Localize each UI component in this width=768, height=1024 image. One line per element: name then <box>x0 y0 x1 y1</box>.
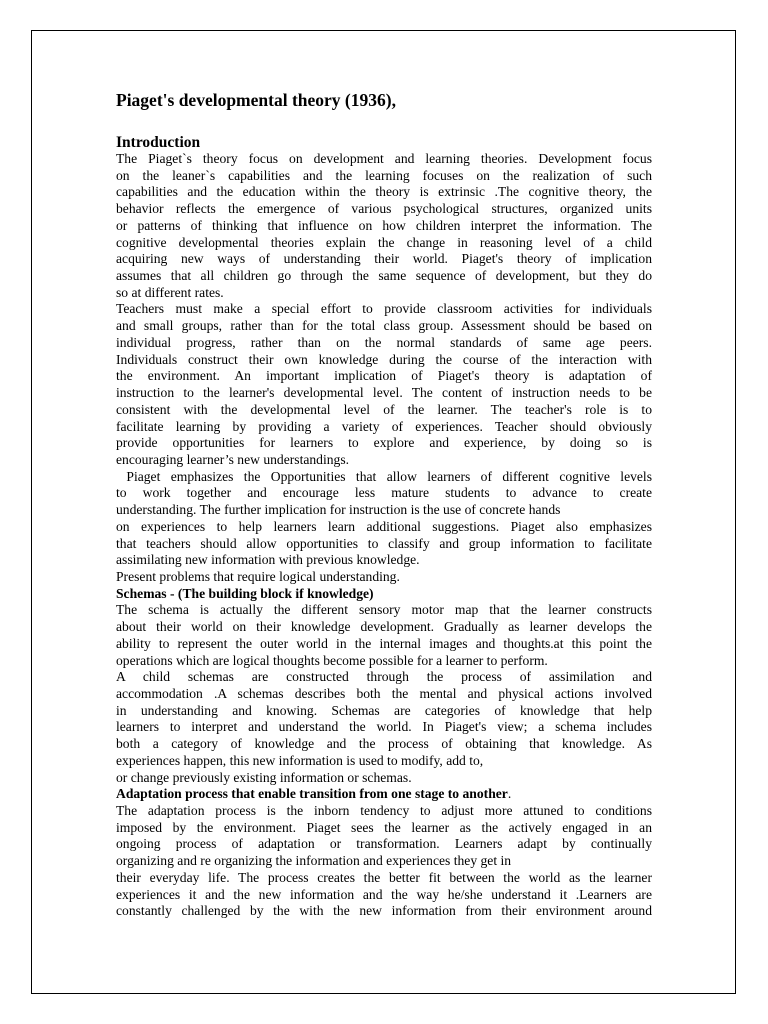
change-paragraph <box>116 770 652 787</box>
adaptation-paragraph <box>116 803 652 870</box>
child-schema-paragraph <box>116 669 652 769</box>
experience-paragraph <box>116 519 652 569</box>
document-body <box>116 90 652 920</box>
text-line: encouraging learner’s new understandings. <box>116 451 350 467</box>
text-line: behavior reflects the emergence of various psychological structures, organized units <box>116 201 652 217</box>
text-line: both a category of knowledge and the process of obtaining that knowledge. As <box>116 736 652 752</box>
text-line: operations which are logical thoughts become possible for a learner to perform. <box>116 652 548 668</box>
teachers-paragraph <box>116 301 652 468</box>
schema-paragraph <box>116 602 652 669</box>
text-line: organizing and re organizing the information and experiences they get in <box>116 853 512 869</box>
text-line: the environment. An important implication of Piaget's theory is adaptation of <box>116 368 652 384</box>
text-line: cognitive developmental theories explain the change in reasoning level of a child <box>116 234 652 250</box>
text-line: provide opportunities for learners to explore and experience, by doing so is <box>116 435 652 451</box>
introduction-heading: Introduction <box>116 134 201 151</box>
text-line: ongoing process of adaptation or transformation. Learners adapt by continually <box>116 836 652 852</box>
text-line: imposed by the environment. Piaget sees the learner as the actively engaged in an <box>116 819 652 835</box>
text-line: The Piaget`s theory focus on development and learning theories. Development focus <box>116 151 652 166</box>
text-line: accommodation .A schemas describes both the mental and physical actions involved <box>116 686 652 701</box>
text-line: assimilating new information with previous knowledge. <box>116 552 420 568</box>
text-line: to work together and encourage less mature students to advance to create <box>116 485 652 501</box>
text-line: their everyday life. The process creates the better fit between the world as the learner <box>116 869 652 885</box>
text-line: ability to represent the outer world in the internal images and thoughts.at this point the <box>116 635 652 651</box>
text-line: Present problems that require logical understanding. <box>116 568 400 584</box>
text-line: experiences happen, this new information is used to modify, add to, <box>116 752 484 768</box>
text-line: so at different rates. <box>116 284 224 300</box>
adaptation-heading-period: . <box>507 786 512 802</box>
text-line: consistent with the developmental level of the learner. The teacher's role is to <box>116 401 652 417</box>
document-title: Piaget's developmental theory (1936), <box>116 90 396 110</box>
text-line: instruction to the learner's developmental level. The content of instruction needs to be <box>116 385 652 401</box>
text-line: The schema is actually the different sensory motor map that the learner constructs <box>116 602 652 618</box>
text-line: acquiring new ways of understanding their world. Piaget's theory of implication <box>116 251 652 267</box>
text-line: on the leaner`s capabilities and the learning focuses on the realization of such <box>116 167 652 183</box>
text-line: about their world on their knowledge development. Gradually as learner develops the <box>116 619 652 635</box>
text-line: that teachers should allow opportunities to classify and group information to facilitate <box>116 535 652 551</box>
text-line: or patterns of thinking that influence on how children interpret the information. The <box>116 217 652 233</box>
text-line: assumes that all children go through the same sequence of development, but they do <box>116 268 652 284</box>
adaptation-heading-line <box>116 786 652 803</box>
text-line: Teachers must make a special effort to provide classroom activities for individuals <box>116 301 652 317</box>
text-line: experiences it and the new information and the way he/she understand it .Learners are <box>116 886 652 902</box>
text-line: and small groups, rather than for the total class group. Assessment should be based on <box>116 318 652 334</box>
text-line: The adaptation process is the inborn tendency to adjust more attuned to conditions <box>116 803 652 819</box>
text-line: constantly challenged by the with the new information from their environment around <box>116 903 652 919</box>
adaptation-heading: Adaptation process that enable transition from one stage to another <box>116 786 508 802</box>
text-line: on experiences to help learners learn additional suggestions. Piaget also emphasizes <box>116 518 652 534</box>
emphasis-paragraph <box>116 469 652 519</box>
text-line: individual progress, rather than on the normal standards of same age peers. <box>116 334 652 350</box>
text-line: learners to interpret and understand the world. In Piaget's view; a schema includes <box>116 719 652 735</box>
text-line: Individuals construct their own knowledge during the course of the interaction with <box>116 351 652 367</box>
text-line: facilitate learning by providing a variety of experiences. Teacher should obviously <box>116 418 652 434</box>
text-line: or change previously existing information or schemas. <box>116 769 412 785</box>
adaptation-heading-wrap <box>116 786 652 803</box>
schemas-heading: Schemas - (The building block if knowledge) <box>116 585 374 601</box>
text-line: understanding. The further implication for instruction is the use of concrete hands <box>116 502 561 518</box>
text-line: Piaget emphasizes the Opportunities that allow learners of different cognitive levels <box>116 468 652 484</box>
text-line: in understanding and knowing. Schemas are categories of knowledge that help <box>116 702 652 718</box>
everyday-paragraph <box>116 870 652 920</box>
intro-paragraph <box>116 151 652 301</box>
problems-paragraph <box>116 569 652 586</box>
text-line: A child schemas are constructed through the process of assimilation and <box>116 669 652 685</box>
text-line: capabilities and the education within the theory is extrinsic .The cognitive theory, the <box>116 184 652 200</box>
